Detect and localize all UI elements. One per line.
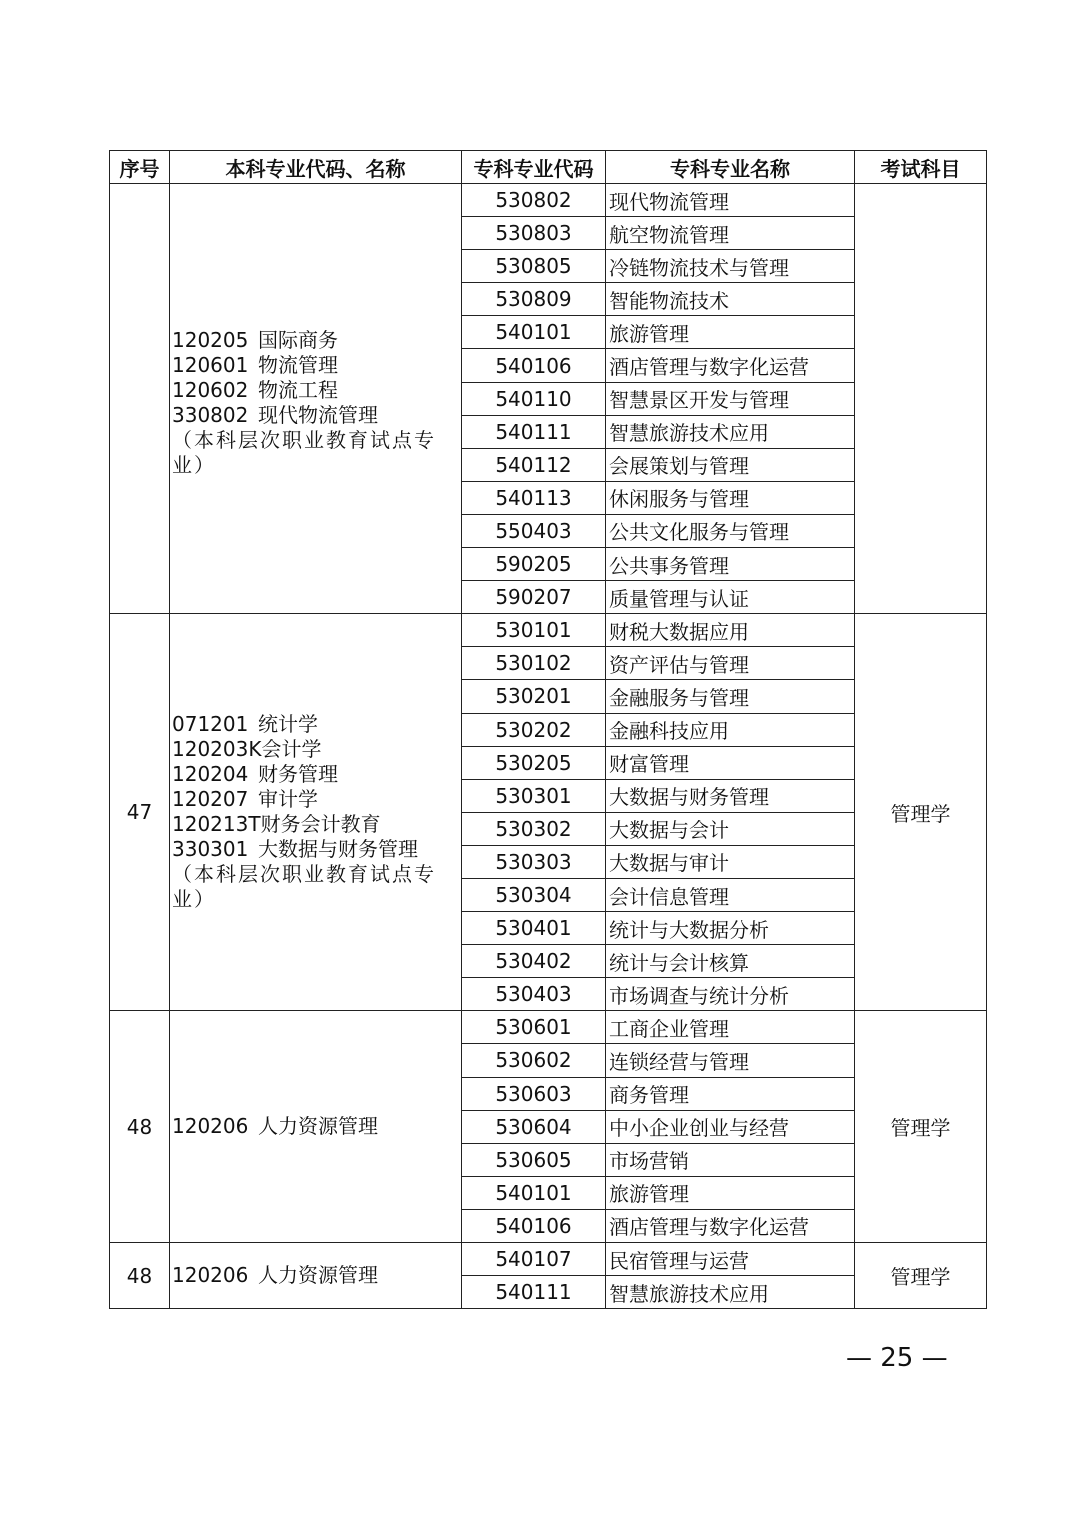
major-code: 530809 (462, 283, 606, 316)
major-name: 航空物流管理 (606, 217, 855, 250)
major-code: 530301 (462, 779, 606, 812)
major-code: 530303 (462, 845, 606, 878)
major-code: 530603 (462, 1077, 606, 1110)
major-code: 540101 (462, 316, 606, 349)
major-code: 530202 (462, 713, 606, 746)
major-code: 540111 (462, 1276, 606, 1309)
major-name: 公共文化服务与管理 (606, 514, 855, 547)
bachelor-major (172, 378, 461, 403)
bachelor-name: 物流工程 (258, 377, 338, 402)
major-name: 市场调查与统计分析 (606, 978, 855, 1011)
major-name: 智慧旅游技术应用 (606, 1276, 855, 1309)
bachelor-code: 120205 (172, 327, 249, 352)
bachelor-code: 120601 (172, 352, 249, 377)
bachelor-major (172, 762, 461, 787)
bachelor-note: （本科层次职业教育试点专业） (172, 862, 436, 912)
major-name: 金融科技应用 (606, 713, 855, 746)
major-code: 540101 (462, 1176, 606, 1209)
table-row (110, 1243, 987, 1276)
bachelor-name: 国际商务 (258, 327, 338, 352)
major-name: 现代物流管理 (606, 184, 855, 217)
bachelor-majors-cell (170, 1243, 462, 1309)
bachelor-majors-cell (170, 1011, 462, 1243)
major-code: 540110 (462, 382, 606, 415)
bachelor-name: 统计学 (258, 712, 318, 737)
major-code: 530205 (462, 746, 606, 779)
major-code: 530802 (462, 184, 606, 217)
major-name: 酒店管理与数字化运营 (606, 1209, 855, 1242)
major-name: 会展策划与管理 (606, 448, 855, 481)
bachelor-major (172, 812, 461, 837)
header-name: 专科专业名称 (606, 151, 855, 184)
header-code: 专科专业代码 (462, 151, 606, 184)
bachelor-code: 120204 (172, 762, 249, 787)
major-name: 财税大数据应用 (606, 614, 855, 647)
major-code: 540112 (462, 448, 606, 481)
bachelor-name: 大数据与财务管理 (258, 837, 418, 862)
bachelor-code: 120213T (172, 812, 261, 837)
major-name: 金融服务与管理 (606, 680, 855, 713)
bachelor-major (172, 837, 461, 862)
major-name: 质量管理与认证 (606, 581, 855, 614)
major-code: 530605 (462, 1143, 606, 1176)
bachelor-code: 120206 (172, 1114, 249, 1139)
bachelor-major (172, 737, 461, 762)
major-code: 540113 (462, 481, 606, 514)
major-code: 540106 (462, 1209, 606, 1242)
bachelor-major (172, 353, 461, 378)
major-code: 530101 (462, 614, 606, 647)
major-code: 530803 (462, 217, 606, 250)
group-index: 48 (110, 1243, 170, 1309)
bachelor-code: 330301 (172, 837, 249, 862)
majors-table (109, 150, 987, 1309)
bachelor-major (172, 328, 461, 353)
bachelor-name: 审计学 (258, 787, 318, 812)
bachelor-majors-cell (170, 184, 462, 614)
bachelor-majors-cell (170, 614, 462, 1011)
major-name: 统计与会计核算 (606, 945, 855, 978)
major-code: 550403 (462, 514, 606, 547)
major-name: 资产评估与管理 (606, 647, 855, 680)
exam-subject: 管理学 (855, 614, 987, 1011)
major-code: 530401 (462, 912, 606, 945)
major-code: 540106 (462, 349, 606, 382)
bachelor-name: 人力资源管理 (258, 1263, 378, 1288)
table-row (110, 614, 987, 647)
major-code: 590205 (462, 548, 606, 581)
major-code: 530302 (462, 812, 606, 845)
group-index: 47 (110, 614, 170, 1011)
bachelor-name: 人力资源管理 (258, 1114, 378, 1139)
bachelor-major (172, 403, 461, 428)
header-subject: 考试科目 (855, 151, 987, 184)
major-code: 530601 (462, 1011, 606, 1044)
bachelor-code: 120602 (172, 377, 249, 402)
major-name: 公共事务管理 (606, 548, 855, 581)
group-index (110, 184, 170, 614)
bachelor-name: 现代物流管理 (258, 402, 378, 427)
major-name: 民宿管理与运营 (606, 1243, 855, 1276)
major-name: 旅游管理 (606, 316, 855, 349)
bachelor-major (172, 712, 461, 737)
header-row (110, 151, 987, 184)
header-idx: 序号 (110, 151, 170, 184)
major-name: 大数据与会计 (606, 812, 855, 845)
major-name: 智能物流技术 (606, 283, 855, 316)
bachelor-name: 财务管理 (258, 762, 338, 787)
bachelor-code: 330802 (172, 402, 249, 427)
major-name: 大数据与审计 (606, 845, 855, 878)
bachelor-major (172, 1114, 461, 1139)
table-row (110, 184, 987, 217)
bachelor-note: （本科层次职业教育试点专业） (172, 427, 436, 477)
major-code: 530805 (462, 250, 606, 283)
major-code: 530602 (462, 1044, 606, 1077)
group-index: 48 (110, 1011, 170, 1243)
major-code: 530201 (462, 680, 606, 713)
major-name: 智慧景区开发与管理 (606, 382, 855, 415)
bachelor-major (172, 1263, 461, 1288)
major-code: 530304 (462, 878, 606, 911)
major-name: 市场营销 (606, 1143, 855, 1176)
exam-subject (855, 184, 987, 614)
major-name: 工商企业管理 (606, 1011, 855, 1044)
major-code: 540107 (462, 1243, 606, 1276)
table-row (110, 1011, 987, 1044)
page-number: — 25 — (846, 1343, 948, 1373)
bachelor-code: 120206 (172, 1263, 249, 1288)
bachelor-name: 物流管理 (258, 352, 338, 377)
bachelor-code: 120203K (172, 737, 262, 762)
major-code: 530403 (462, 978, 606, 1011)
major-name: 财富管理 (606, 746, 855, 779)
major-name: 连锁经营与管理 (606, 1044, 855, 1077)
major-code: 530604 (462, 1110, 606, 1143)
major-name: 酒店管理与数字化运营 (606, 349, 855, 382)
exam-subject: 管理学 (855, 1011, 987, 1243)
bachelor-name: 会计学 (261, 737, 322, 762)
bachelor-code: 120207 (172, 787, 249, 812)
major-name: 休闲服务与管理 (606, 481, 855, 514)
major-code: 590207 (462, 581, 606, 614)
exam-subject: 管理学 (855, 1243, 987, 1309)
major-name: 旅游管理 (606, 1176, 855, 1209)
table-body (110, 184, 987, 1309)
major-code: 530102 (462, 647, 606, 680)
major-name: 大数据与财务管理 (606, 779, 855, 812)
major-name: 冷链物流技术与管理 (606, 250, 855, 283)
major-name: 会计信息管理 (606, 878, 855, 911)
header-bachelor: 本科专业代码、名称 (170, 151, 462, 184)
major-name: 智慧旅游技术应用 (606, 415, 855, 448)
major-name: 中小企业创业与经营 (606, 1110, 855, 1143)
major-name: 统计与大数据分析 (606, 912, 855, 945)
bachelor-code: 071201 (172, 712, 249, 737)
bachelor-major (172, 787, 461, 812)
bachelor-name: 财务会计教育 (260, 812, 381, 837)
major-name: 商务管理 (606, 1077, 855, 1110)
major-code: 530402 (462, 945, 606, 978)
major-code: 540111 (462, 415, 606, 448)
